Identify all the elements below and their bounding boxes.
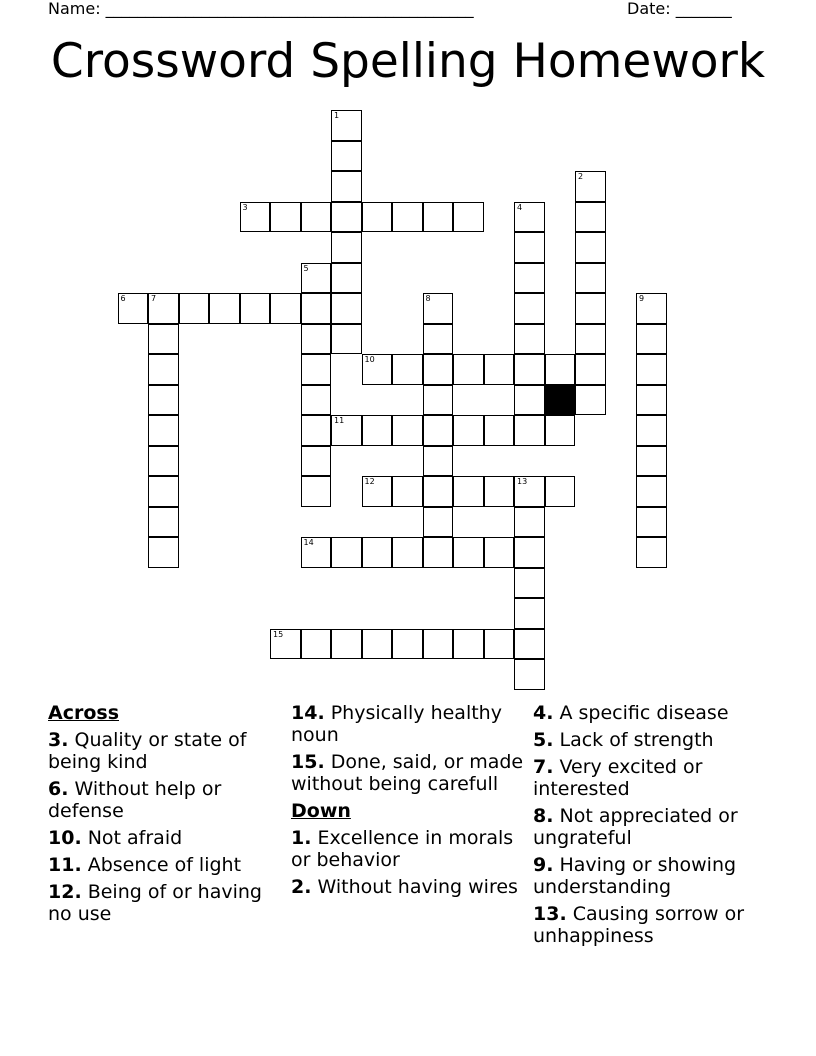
crossword-cell[interactable]	[301, 446, 332, 477]
crossword-cell[interactable]	[423, 385, 454, 416]
clue-number: 15	[273, 629, 284, 639]
crossword-cell[interactable]	[362, 537, 393, 568]
date-field-label: Date: _______	[627, 0, 732, 18]
crossword-cell[interactable]	[148, 476, 179, 507]
clue-number: 3.	[48, 729, 69, 751]
across-clue-list-continued	[291, 702, 531, 795]
crossword-cell[interactable]	[636, 354, 667, 385]
clue-number: 12	[364, 477, 375, 486]
clue-text: Causing sorrow or unhappiness	[533, 903, 745, 947]
clue-text: Physically healthy noun	[291, 702, 502, 746]
clue-number: 6.	[48, 778, 69, 800]
clue-text: Done, said, or made without being carefull	[291, 751, 524, 795]
crossword-cell[interactable]	[514, 324, 545, 355]
crossword-cell[interactable]	[636, 415, 667, 446]
clue-item	[533, 756, 773, 800]
crossword-cell[interactable]	[514, 385, 545, 416]
crossword-cell[interactable]	[423, 354, 454, 385]
clue-number: 7	[151, 294, 157, 303]
crossword-cell[interactable]	[423, 476, 454, 507]
clue-item	[533, 903, 773, 947]
crossword-cell[interactable]	[179, 293, 210, 324]
crossword-cell[interactable]	[514, 202, 545, 233]
crossword-cell[interactable]	[331, 141, 362, 172]
crossword-cell[interactable]	[453, 537, 484, 568]
clue-item	[48, 778, 288, 822]
crossword-cell[interactable]	[514, 354, 545, 385]
down-clue-list	[291, 827, 531, 898]
clue-item	[533, 729, 773, 751]
clue-number: 14.	[291, 702, 325, 724]
crossword-cell[interactable]	[301, 537, 332, 568]
clue-item	[291, 751, 531, 795]
crossword-cell[interactable]	[636, 293, 667, 324]
clue-text: Having or showing understanding	[533, 854, 737, 898]
crossword-cell[interactable]	[545, 415, 576, 446]
crossword-cell[interactable]	[423, 202, 454, 233]
crossword-cell[interactable]	[392, 537, 423, 568]
crossword-cell[interactable]	[484, 354, 515, 385]
clue-number: 8	[425, 294, 431, 303]
clue-text: Lack of strength	[553, 729, 714, 751]
crossword-cell[interactable]	[423, 415, 454, 446]
black-cell	[545, 385, 576, 416]
crossword-cell[interactable]	[636, 507, 667, 538]
crossword-cell[interactable]	[301, 385, 332, 416]
clue-number: 2.	[291, 876, 312, 898]
down-heading: Down	[291, 800, 351, 822]
crossword-cell[interactable]	[636, 476, 667, 507]
crossword-cell[interactable]	[514, 629, 545, 660]
crossword-cell[interactable]	[453, 202, 484, 233]
clue-text: Not appreciated or ungrateful	[533, 805, 738, 849]
crossword-cell[interactable]	[545, 354, 576, 385]
crossword-cell[interactable]	[484, 476, 515, 507]
crossword-cell[interactable]	[392, 202, 423, 233]
crossword-cell[interactable]	[545, 476, 576, 507]
crossword-cell[interactable]	[331, 263, 362, 294]
crossword-cell[interactable]	[514, 293, 545, 324]
crossword-cell[interactable]	[575, 232, 606, 263]
clue-number: 9	[639, 294, 645, 303]
crossword-cell[interactable]	[270, 629, 301, 660]
crossword-cell[interactable]	[148, 507, 179, 538]
clue-number: 1	[334, 111, 340, 120]
crossword-cell[interactable]	[148, 537, 179, 568]
crossword-cell[interactable]	[636, 537, 667, 568]
crossword-cell[interactable]	[514, 232, 545, 263]
clue-item	[48, 729, 288, 773]
crossword-cell[interactable]	[301, 354, 332, 385]
clue-text: Without help or defense	[48, 778, 222, 822]
crossword-cell[interactable]	[514, 476, 545, 507]
crossword-cell[interactable]	[484, 415, 515, 446]
across-heading: Across	[48, 702, 120, 724]
page-title: Crossword Spelling Homework	[50, 34, 766, 89]
crossword-cell[interactable]	[453, 476, 484, 507]
crossword-cell[interactable]	[423, 446, 454, 477]
crossword-cell[interactable]	[362, 629, 393, 660]
clue-number: 10	[364, 355, 375, 364]
crossword-cell[interactable]	[575, 385, 606, 416]
crossword-cell[interactable]	[453, 629, 484, 660]
crossword-cell[interactable]	[331, 171, 362, 202]
clue-item	[48, 854, 288, 876]
crossword-cell[interactable]	[301, 629, 332, 660]
crossword-cell[interactable]	[514, 568, 545, 599]
crossword-cell[interactable]	[148, 446, 179, 477]
crossword-cell[interactable]	[301, 263, 332, 294]
crossword-cell[interactable]	[148, 415, 179, 446]
crossword-cell[interactable]	[423, 629, 454, 660]
crossword-cell[interactable]	[575, 171, 606, 202]
crossword-cell[interactable]	[575, 354, 606, 385]
clue-number: 4.	[533, 702, 554, 724]
clue-item	[48, 881, 288, 925]
clue-text: A specific disease	[553, 702, 729, 724]
clue-number: 6	[120, 294, 126, 303]
clue-item	[533, 702, 773, 724]
crossword-cell[interactable]	[270, 293, 301, 324]
crossword-cell[interactable]	[331, 629, 362, 660]
crossword-cell[interactable]	[484, 629, 515, 660]
crossword-cell[interactable]	[240, 202, 271, 233]
clue-number: 14	[303, 538, 314, 547]
crossword-cell[interactable]	[331, 537, 362, 568]
crossword-cell[interactable]	[301, 202, 332, 233]
clue-number: 7.	[533, 756, 554, 778]
crossword-cell[interactable]	[148, 293, 179, 324]
crossword-cell[interactable]	[423, 293, 454, 324]
crossword-cell[interactable]	[362, 476, 393, 507]
crossword-cell[interactable]	[240, 293, 271, 324]
crossword-cell[interactable]	[392, 354, 423, 385]
crossword-cell[interactable]	[148, 324, 179, 355]
crossword-cell[interactable]	[484, 537, 515, 568]
crossword-cell[interactable]	[514, 263, 545, 294]
crossword-cell[interactable]	[301, 324, 332, 355]
clue-text: Not afraid	[81, 827, 183, 849]
clue-number: 11	[334, 416, 345, 425]
clue-text: Being of or having no use	[48, 881, 262, 925]
crossword-cell[interactable]	[118, 293, 149, 324]
crossword-cell[interactable]	[392, 476, 423, 507]
crossword-cell[interactable]	[331, 202, 362, 233]
crossword-cell[interactable]	[392, 629, 423, 660]
clue-item	[48, 827, 288, 849]
clue-text: Very excited or interested	[533, 756, 703, 800]
crossword-cell[interactable]	[514, 659, 545, 690]
clue-item	[291, 827, 531, 871]
clue-number: 15.	[291, 751, 325, 773]
crossword-cell[interactable]	[301, 476, 332, 507]
clue-item	[291, 702, 531, 746]
crossword-cell[interactable]	[301, 293, 332, 324]
clues-column-2	[291, 702, 531, 903]
crossword-cell[interactable]	[331, 232, 362, 263]
crossword-cell[interactable]	[636, 385, 667, 416]
clue-item	[533, 854, 773, 898]
clue-number: 8.	[533, 805, 554, 827]
crossword-cell[interactable]	[636, 446, 667, 477]
crossword-cell[interactable]	[453, 354, 484, 385]
crossword-cell[interactable]	[331, 110, 362, 141]
crossword-cell[interactable]	[423, 324, 454, 355]
clue-number: 12.	[48, 881, 82, 903]
across-clue-list	[48, 729, 288, 925]
crossword-cell[interactable]	[514, 507, 545, 538]
crossword-cell[interactable]	[362, 202, 393, 233]
clue-number: 4	[517, 202, 523, 212]
clue-number: 5	[303, 263, 309, 273]
clue-item	[533, 805, 773, 849]
crossword-cell[interactable]	[362, 354, 393, 385]
crossword-cell[interactable]	[331, 293, 362, 324]
clue-number: 13	[517, 477, 528, 486]
crossword-cell[interactable]	[270, 202, 301, 233]
clue-number: 3	[242, 202, 248, 212]
crossword-cell[interactable]	[301, 415, 332, 446]
clues-column-1	[48, 702, 288, 930]
crossword-cell[interactable]	[423, 537, 454, 568]
clue-number: 1.	[291, 827, 312, 849]
clue-number: 2	[578, 172, 584, 181]
crossword-cell[interactable]	[423, 507, 454, 538]
clue-number: 11.	[48, 854, 82, 876]
crossword-cell[interactable]	[148, 385, 179, 416]
clue-text: Quality or state of being kind	[48, 729, 247, 773]
crossword-cell[interactable]	[575, 202, 606, 233]
crossword-cell[interactable]	[331, 324, 362, 355]
clue-number: 9.	[533, 854, 554, 876]
crossword-cell[interactable]	[453, 415, 484, 446]
clue-text: Absence of light	[81, 854, 242, 876]
crossword-cell[interactable]	[392, 415, 423, 446]
crossword-cell[interactable]	[362, 415, 393, 446]
crossword-cell[interactable]	[575, 324, 606, 355]
clue-number: 5.	[533, 729, 554, 751]
crossword-cell[interactable]	[636, 324, 667, 355]
name-field-label: Name: ______________________________________________	[48, 0, 474, 18]
crossword-cell[interactable]	[209, 293, 240, 324]
clue-item	[291, 876, 531, 898]
crossword-cell[interactable]	[514, 537, 545, 568]
clue-text: Without having wires	[311, 876, 518, 898]
clues-column-3	[533, 702, 773, 952]
crossword-cell[interactable]	[148, 354, 179, 385]
clue-number: 10.	[48, 827, 82, 849]
crossword-cell[interactable]	[514, 415, 545, 446]
crossword-cell[interactable]	[514, 598, 545, 629]
clue-text: Excellence in morals or behavior	[291, 827, 514, 871]
clue-number: 13.	[533, 903, 567, 925]
crossword-cell[interactable]	[575, 293, 606, 324]
crossword-cell[interactable]	[575, 263, 606, 294]
down-clue-list-continued	[533, 702, 773, 947]
crossword-cell[interactable]	[331, 415, 362, 446]
